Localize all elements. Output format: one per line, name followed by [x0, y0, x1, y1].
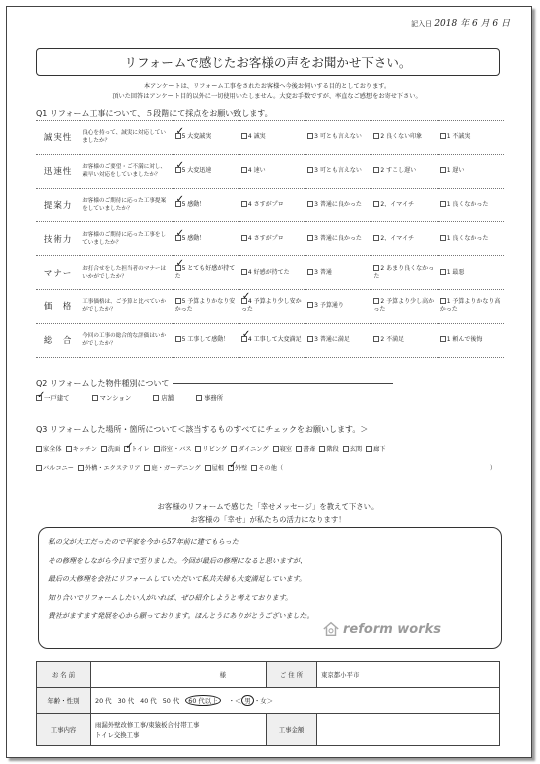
rating-option-label: 4 予算より少し安かった — [240, 298, 302, 314]
rating-option[interactable] — [438, 121, 504, 155]
other-field[interactable] — [287, 463, 496, 472]
gender-sep: ・ — [253, 697, 261, 705]
location-label: リビング — [202, 446, 228, 453]
checkbox[interactable] — [228, 465, 234, 471]
checkbox[interactable] — [373, 201, 379, 207]
work-line-2: トイレ交換工事 — [95, 730, 140, 739]
checkbox[interactable] — [373, 167, 379, 173]
age-gender-field — [91, 688, 500, 714]
reform-works-logo — [322, 620, 441, 638]
rating-option[interactable] — [173, 323, 239, 357]
checkbox[interactable] — [101, 446, 107, 452]
location-label: バルコニー — [43, 465, 74, 472]
checkbox[interactable] — [307, 302, 313, 308]
checkbox[interactable] — [440, 201, 446, 207]
location-label: 浴室・バス — [160, 446, 192, 453]
checkbox[interactable] — [307, 201, 313, 207]
intro-line-2: 頂いた回答はアンケート目的以外に一切使用いたしません。大変お手数ですが、率直なご感想をお寄せ下さい。 — [112, 93, 422, 100]
rating-option-label: 3 普通に満足 — [314, 336, 350, 344]
location-option[interactable] — [251, 463, 283, 472]
rating-row — [36, 154, 504, 188]
checkbox[interactable] — [366, 446, 372, 452]
property-type-label: 店舗 — [161, 394, 175, 402]
checkbox[interactable] — [241, 133, 247, 139]
message-heading-2: お客様の「幸せ」が私たちの活力になります！ — [190, 515, 346, 524]
age-option[interactable]: 50 代 — [162, 697, 180, 705]
rating-option[interactable] — [438, 256, 504, 290]
checkbox[interactable] — [440, 235, 446, 241]
checkbox[interactable] — [373, 133, 379, 139]
location-option[interactable] — [154, 444, 192, 453]
name-field — [91, 662, 267, 688]
rating-option[interactable] — [438, 222, 504, 256]
checkbox[interactable] — [78, 465, 84, 471]
rating-option[interactable] — [239, 289, 305, 323]
rating-option-label: 3 予算通り — [314, 302, 344, 310]
location-label: キッチン — [72, 446, 97, 453]
checkbox[interactable] — [241, 336, 247, 342]
rating-option-label: 5 予算よりかなり安かった — [174, 298, 236, 314]
rating-category: 迅速性 — [36, 154, 80, 188]
rating-option[interactable] — [371, 188, 437, 222]
location-label: 書斎 — [302, 446, 316, 453]
location-label: 外壁 — [234, 465, 248, 472]
checkbox[interactable] — [307, 167, 313, 173]
location-option[interactable] — [343, 444, 362, 453]
rating-option-label: 1 最悪 — [446, 268, 465, 276]
rating-row — [36, 222, 504, 256]
message-line: 貴社がますます発展を心から願っております。ほんとうにありがとうございました。 — [48, 612, 314, 620]
customer-info-table — [36, 661, 500, 746]
rating-option-label: 4 さすがプロ — [247, 200, 284, 208]
page-title: リフォームで感じたお客様の声をお聞かせ下さい。 — [36, 48, 500, 76]
message-line: 最后の大修理を会社にリフォームしていただいて私共夫婦も大変満足しています。 — [48, 575, 307, 583]
checkbox[interactable] — [440, 298, 446, 304]
checkbox[interactable] — [36, 465, 42, 471]
property-type-label: 一戸建て — [44, 394, 70, 402]
property-type-option[interactable] — [153, 393, 174, 402]
checkbox[interactable] — [205, 465, 211, 471]
q2-heading-text: Q2 リフォームした物件種別について — [36, 379, 170, 388]
location-option[interactable] — [231, 444, 268, 453]
checkbox[interactable] — [251, 465, 257, 471]
rating-option[interactable] — [371, 121, 437, 155]
rating-option-label: 5 感動！ — [181, 234, 206, 242]
location-label: ダイニング — [238, 446, 269, 453]
checkbox[interactable] — [36, 395, 42, 401]
location-option[interactable] — [319, 444, 338, 453]
rating-option[interactable] — [305, 222, 371, 256]
rating-option-label: 4 速い — [247, 167, 266, 175]
rating-option-label: 5 大変誠実 — [181, 133, 212, 141]
rating-option-label: 3 可とも言えない — [314, 133, 362, 141]
property-type-label: マンション — [99, 394, 132, 402]
paren-close: ） — [489, 465, 496, 472]
rating-option-label: 1 良くなかった — [446, 234, 489, 242]
rating-option[interactable] — [305, 121, 371, 155]
q3-heading — [36, 424, 368, 435]
rating-row — [36, 121, 504, 155]
logo-text: reform works — [343, 621, 442, 637]
rating-option[interactable] — [173, 121, 239, 155]
rating-category: 価 格 — [36, 289, 80, 323]
checkbox[interactable] — [373, 235, 379, 241]
address-field: 東京都小平市 — [317, 662, 500, 688]
rating-question: お客様のご期待に応った工事をしていましたか？ — [80, 222, 172, 256]
location-option[interactable] — [66, 444, 97, 453]
checkbox[interactable] — [440, 167, 446, 173]
rating-option-label: 2、イマイチ — [380, 234, 415, 242]
rating-option[interactable] — [305, 256, 371, 290]
checkbox[interactable] — [175, 167, 181, 173]
work-label: 工事内容 — [37, 714, 91, 746]
message-heading-1: お客様のリフォームで感じた「幸せメッセージ」を教えて下さい。 — [157, 502, 379, 511]
rating-option[interactable] — [173, 188, 239, 222]
rating-question: 良心を持って、誠実に対応していましたか？ — [80, 121, 172, 155]
checkbox[interactable] — [343, 446, 349, 452]
fill-date-value: 2018 年 6 月 6 日 — [434, 19, 510, 29]
location-option[interactable] — [296, 444, 315, 453]
rating-option-label: 2 良くない印象 — [380, 133, 423, 141]
checkbox[interactable] — [307, 235, 313, 241]
rating-option[interactable] — [371, 222, 437, 256]
honorific: 様 — [219, 671, 226, 679]
rating-option-label: 4 誠実 — [247, 133, 266, 141]
rating-option[interactable] — [173, 289, 239, 323]
rating-option-label: 4 さすがプロ — [247, 234, 284, 242]
address-label: ご 住 所 — [267, 662, 317, 688]
rating-option[interactable] — [239, 154, 305, 188]
age-option[interactable]: 60 代以上 — [185, 695, 220, 706]
location-label: 外構・エクステリア — [84, 465, 141, 472]
checkbox[interactable] — [440, 336, 446, 342]
rating-option-label: 1 予算よりかなり高かった — [439, 298, 501, 314]
location-label: トイレ — [131, 446, 150, 453]
location-option[interactable] — [101, 444, 120, 453]
property-type-option[interactable] — [196, 393, 223, 402]
location-label: 玄関 — [349, 446, 363, 453]
checkbox[interactable] — [124, 446, 130, 452]
q2-heading — [36, 378, 393, 389]
rating-option[interactable] — [371, 323, 437, 357]
rating-option-label: 5 工事して感動！ — [181, 336, 230, 344]
rating-option-label: 1 遅い — [446, 167, 465, 175]
rating-option-label: 4 好感が持てた — [247, 268, 290, 276]
location-label: 洗面 — [107, 446, 121, 453]
checkbox[interactable] — [241, 201, 247, 207]
checkbox[interactable] — [307, 133, 313, 139]
checkbox[interactable] — [66, 446, 72, 452]
location-option[interactable] — [273, 444, 292, 453]
checkbox[interactable] — [241, 235, 247, 241]
checkbox[interactable] — [373, 336, 379, 342]
rating-option[interactable] — [173, 154, 239, 188]
rating-option-label: 4 工事して大変満足 — [247, 336, 302, 344]
checkbox[interactable] — [241, 167, 247, 173]
name-label: お 名 前 — [37, 662, 91, 688]
checkbox[interactable] — [307, 269, 313, 275]
rating-option-label: 2 不満足 — [380, 336, 405, 344]
rating-option[interactable] — [371, 154, 437, 188]
checkbox[interactable] — [175, 336, 181, 342]
rating-category: マナー — [36, 256, 80, 290]
checkbox[interactable] — [144, 465, 150, 471]
rating-option[interactable] — [305, 188, 371, 222]
gender-prefix: ・＜ — [228, 697, 242, 705]
checkbox[interactable] — [175, 265, 181, 271]
location-option[interactable] — [228, 463, 247, 472]
checkbox[interactable] — [175, 235, 181, 241]
rating-question: 今回の工事の総合的な評価はいかがでしたか？ — [80, 323, 172, 357]
rating-category: 提案力 — [36, 188, 80, 222]
q3-heading-text: Q3 リフォームした場所・箇所について＜該当するものすべてにチェックをお願いします。＞ — [36, 425, 369, 434]
work-line-1: 雨漏外壁改修工事/東猿板合付帯工事 — [95, 720, 200, 729]
rating-option-label: 2 予算より少し高かった — [373, 298, 435, 314]
rating-question: お打合せをした担当者のマナーはいかがでしたか？ — [80, 256, 172, 290]
rating-option[interactable] — [239, 188, 305, 222]
gender-suffix: ＞ — [266, 697, 273, 705]
amount-label: 工事金額 — [267, 714, 317, 746]
rating-option-label: 2 すこし遅い — [380, 167, 417, 175]
rating-option[interactable] — [239, 323, 305, 357]
rating-option[interactable] — [371, 256, 437, 290]
checkbox[interactable] — [231, 446, 237, 452]
location-option[interactable] — [205, 463, 224, 472]
location-option[interactable] — [195, 444, 227, 453]
rating-option[interactable] — [173, 256, 239, 290]
checkbox[interactable] — [373, 298, 379, 304]
location-option[interactable] — [366, 444, 385, 453]
rating-option-label: 3 可とも言えない — [314, 167, 362, 175]
checkbox[interactable] — [92, 395, 98, 401]
property-type-option[interactable] — [36, 393, 70, 402]
rating-row — [36, 323, 504, 357]
fill-date-label: 記入日 — [411, 20, 433, 28]
location-label: 庭・ガーデニング — [151, 465, 201, 472]
checkbox[interactable] — [241, 298, 247, 304]
rating-option-label: 2、イマイチ — [380, 200, 415, 208]
rating-option[interactable] — [438, 289, 504, 323]
rating-row — [36, 256, 504, 290]
checkbox[interactable] — [175, 298, 181, 304]
rating-option-label: 1 良くなかった — [446, 200, 489, 208]
rating-option-label: 3 普通に良かった — [314, 200, 362, 208]
message-line: 知り合いでリフォームしたい人がいれば、ぜひ紹介しようと考えております。 — [48, 593, 293, 602]
rating-category: 誠実性 — [36, 121, 80, 155]
q3-options — [36, 444, 496, 482]
checkbox[interactable] — [307, 336, 313, 342]
rating-option-label: 5 感動！ — [181, 200, 206, 208]
location-option[interactable] — [36, 444, 62, 453]
checkbox[interactable] — [36, 446, 42, 452]
age-options — [95, 697, 227, 705]
rating-option[interactable] — [239, 222, 305, 256]
checkbox[interactable] — [296, 446, 302, 452]
checkbox[interactable] — [175, 201, 181, 207]
rating-category: 技術力 — [36, 222, 80, 256]
location-option[interactable] — [78, 463, 141, 472]
fill-date — [411, 16, 510, 29]
message-line: その修理をしながら今日まで至りました。今回が最后の修理になると思いますが、 — [48, 556, 307, 565]
location-label: その他（ — [258, 465, 284, 472]
rating-option[interactable] — [305, 323, 371, 357]
location-option[interactable] — [36, 463, 74, 472]
rating-question: 工事価格は、ご予算と比べていかがでしたか？ — [80, 289, 172, 323]
checkbox[interactable] — [153, 395, 159, 401]
checkbox[interactable] — [373, 265, 379, 271]
rating-option-label: 3 普通 — [314, 268, 332, 276]
age-gender-label: 年齢・性別 — [37, 688, 91, 714]
rating-option[interactable] — [305, 289, 371, 323]
rating-option[interactable] — [371, 289, 437, 323]
rating-option-label: 5 とても好感が持てた — [174, 264, 236, 280]
message-line: 私の父が大工だったので平家を今から57年前に建てもらった — [48, 538, 239, 546]
rating-option[interactable] — [438, 323, 504, 357]
checkbox[interactable] — [440, 133, 446, 139]
q1-heading — [36, 108, 273, 119]
work-field — [91, 714, 267, 746]
rating-option[interactable] — [438, 154, 504, 188]
q1-rating-table — [36, 120, 504, 358]
checkbox[interactable] — [440, 269, 446, 275]
handwritten-message — [48, 533, 496, 626]
rating-option[interactable] — [239, 256, 305, 290]
location-label: 屋根 — [211, 465, 224, 472]
rating-option-label: 1 不誠実 — [446, 133, 471, 141]
gender-female: 女 — [260, 697, 267, 705]
rating-row — [36, 188, 504, 222]
rating-option-label: 5 大変迅速 — [181, 167, 212, 175]
gender-male: 男 — [241, 695, 253, 706]
checkbox[interactable] — [175, 133, 181, 139]
location-label: 寝室 — [279, 446, 292, 453]
amount-field — [317, 714, 500, 746]
intro-line-1: 本アンケートは、リフォーム工事をされたお客様へ今後お伺いする目的としております。 — [143, 83, 391, 90]
location-label: 階段 — [326, 446, 339, 453]
rating-option-label: 1 頼んで後悔 — [446, 336, 483, 344]
checkbox[interactable] — [319, 446, 325, 452]
rating-option[interactable] — [239, 121, 305, 155]
checkbox[interactable] — [154, 446, 160, 452]
rating-category: 総 合 — [36, 323, 80, 357]
checkbox[interactable] — [196, 395, 202, 401]
rating-row — [36, 289, 504, 323]
property-type-label: 事務所 — [204, 394, 224, 402]
q3-line-2 — [36, 463, 496, 472]
rating-option[interactable] — [173, 222, 239, 256]
location-label: 家全体 — [43, 446, 62, 453]
message-heading — [36, 500, 500, 526]
location-option[interactable] — [124, 444, 149, 453]
intro-text — [52, 82, 482, 102]
checkbox[interactable] — [273, 446, 279, 452]
q1-heading-text: Q1 リフォーム工事について、５段階にて採点をお願い致します。 — [36, 109, 273, 118]
age-option[interactable]: 40 代 — [140, 697, 157, 705]
house-icon — [322, 620, 340, 638]
rating-option[interactable] — [438, 188, 504, 222]
age-option[interactable]: 20 代 — [95, 697, 112, 705]
location-option[interactable] — [144, 463, 200, 472]
location-label: 廊下 — [373, 446, 386, 453]
rating-option[interactable] — [305, 154, 371, 188]
rating-question: お客様のご要望・ご不満に対し、素早い対応をしていましたか？ — [80, 154, 172, 188]
q3-line-1 — [36, 444, 496, 453]
checkbox[interactable] — [195, 446, 201, 452]
property-type-option[interactable] — [92, 393, 132, 402]
rating-option-label: 2 あまり良くなかった — [373, 264, 435, 280]
q2-options — [36, 393, 223, 402]
age-option[interactable]: 30 代 — [117, 697, 135, 705]
rating-question: お客様のご期待に応った工事提案をしていましたか？ — [80, 188, 172, 222]
rating-option-label: 3 普通に良かった — [314, 234, 362, 242]
checkbox[interactable] — [241, 269, 247, 275]
